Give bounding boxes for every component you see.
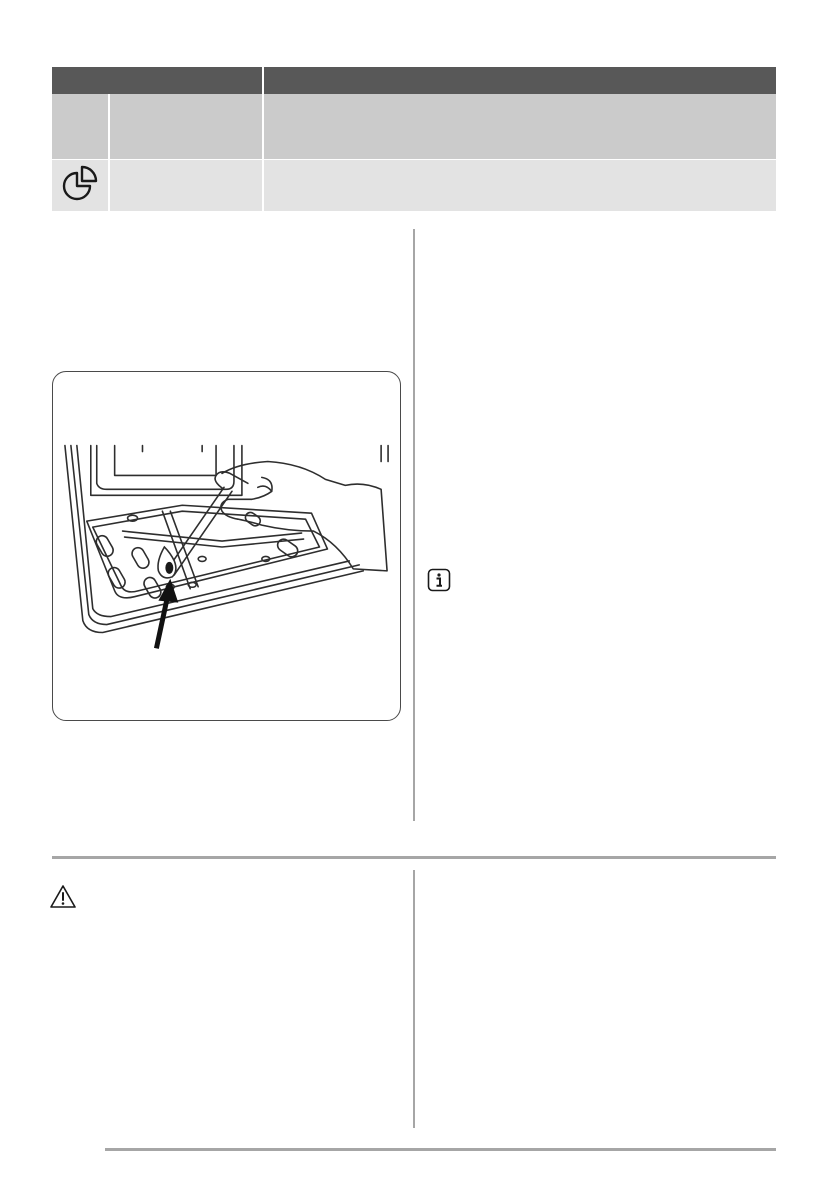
footer-rule: [105, 1148, 776, 1151]
column-divider: [413, 870, 415, 1128]
table-row: [52, 160, 776, 211]
warning-triangle-icon: [49, 884, 77, 910]
column-divider: [413, 229, 415, 821]
illustration-drawing: [53, 372, 400, 720]
table-header: [52, 67, 776, 94]
table-column-divider: [108, 94, 110, 211]
water-drop-icon: [158, 547, 176, 578]
pie-chart-icon: [54, 163, 104, 209]
table-row-divider: [52, 159, 776, 160]
table-header-divider: [262, 67, 264, 94]
table-column-divider: [262, 94, 264, 211]
oven-cleaning-illustration: [52, 371, 401, 721]
table-row: [52, 94, 776, 160]
info-icon: [427, 568, 451, 592]
function-table: [52, 67, 776, 211]
section-divider: [52, 856, 776, 859]
